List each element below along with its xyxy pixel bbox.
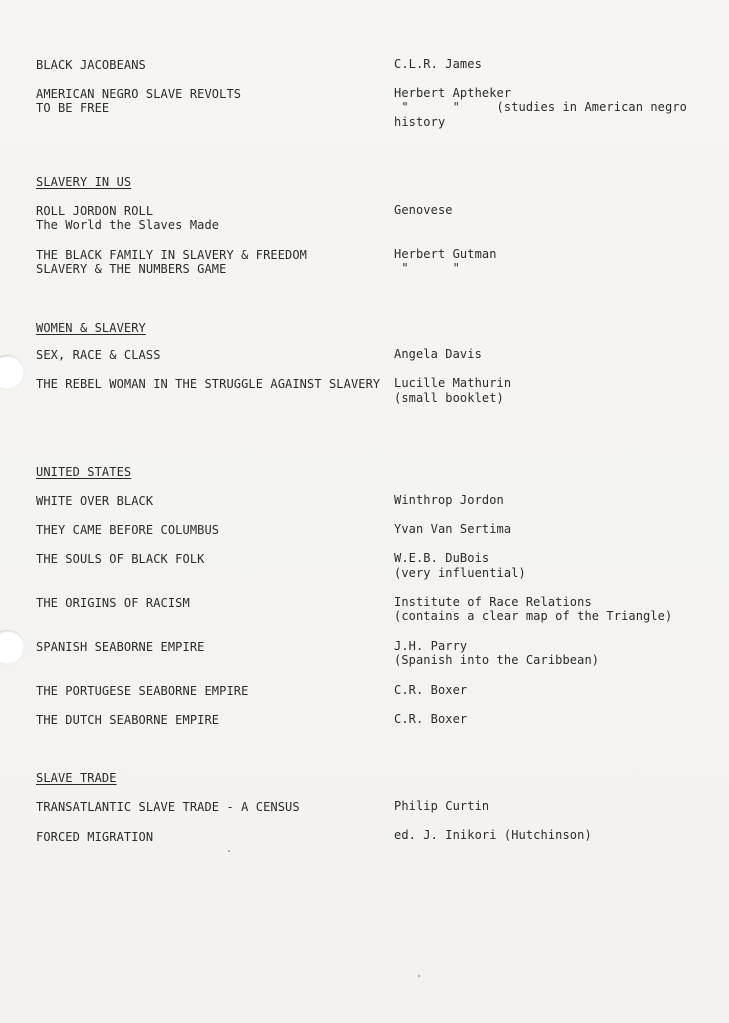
paper-speck	[418, 975, 420, 977]
section-heading: SLAVE TRADE	[36, 771, 117, 785]
book-title: SPANISH SEABORNE EMPIRE	[36, 640, 205, 654]
book-author: C.L.R. James	[394, 57, 482, 71]
book-title: SLAVERY & THE NUMBERS GAME	[36, 262, 227, 276]
book-author: Institute of Race Relations	[394, 595, 592, 609]
book-title: The World the Slaves Made	[36, 218, 220, 232]
book-author: C.R. Boxer	[394, 712, 468, 726]
book-author: Lucille Mathurin	[394, 376, 512, 390]
book-title: TRANSATLANTIC SLAVE TRADE - A CENSUS	[36, 800, 300, 814]
book-author: history	[394, 115, 446, 129]
book-author: Herbert Gutman	[394, 247, 497, 261]
book-title: THE PORTUGESE SEABORNE EMPIRE	[36, 684, 249, 698]
punch-hole	[0, 355, 24, 389]
book-author: (contains a clear map of the Triangle)	[394, 609, 673, 623]
book-author: C.R. Boxer	[394, 683, 468, 697]
book-author: (very influential)	[394, 566, 526, 580]
book-title: THE SOULS OF BLACK FOLK	[36, 552, 205, 566]
book-title: FORCED MIGRATION	[36, 830, 154, 844]
book-author: Herbert Aptheker	[394, 86, 512, 100]
book-title: THE ORIGINS OF RACISM	[36, 596, 190, 610]
book-title: THEY CAME BEFORE COLUMBUS	[36, 523, 220, 537]
book-title: THE DUTCH SEABORNE EMPIRE	[36, 713, 220, 727]
book-title: THE REBEL WOMAN IN THE STRUGGLE AGAINST SLAVERY	[36, 377, 381, 391]
book-title: TO BE FREE	[36, 101, 110, 115]
book-title: WHITE OVER BLACK	[36, 494, 154, 508]
book-author: J.H. Parry	[394, 639, 468, 653]
book-author: Winthrop Jordon	[394, 493, 504, 507]
book-author: Angela Davis	[394, 347, 482, 361]
book-title: THE BLACK FAMILY IN SLAVERY & FREEDOM	[36, 248, 308, 262]
section-heading: SLAVERY IN US	[36, 175, 132, 189]
book-author: W.E.B. DuBois	[394, 551, 490, 565]
section-heading: UNITED STATES	[36, 465, 132, 479]
book-title: AMERICAN NEGRO SLAVE REVOLTS	[36, 87, 242, 101]
book-author: ed. J. Inikori (Hutchinson)	[394, 828, 592, 842]
book-author: " "	[394, 261, 460, 275]
book-author: " " (studies in American negro	[394, 100, 687, 114]
section-heading: WOMEN & SLAVERY	[36, 321, 146, 335]
book-title: ROLL JORDON ROLL	[36, 204, 154, 218]
book-author: (small booklet)	[394, 391, 504, 405]
book-author: Genovese	[394, 203, 453, 217]
paper-speck	[228, 850, 230, 852]
book-author: Yvan Van Sertima	[394, 522, 512, 536]
punch-hole	[0, 630, 24, 664]
book-title: BLACK JACOBEANS	[36, 58, 146, 72]
book-author: (Spanish into the Caribbean)	[394, 653, 600, 667]
book-title: SEX, RACE & CLASS	[36, 348, 161, 362]
book-author: Philip Curtin	[394, 799, 490, 813]
